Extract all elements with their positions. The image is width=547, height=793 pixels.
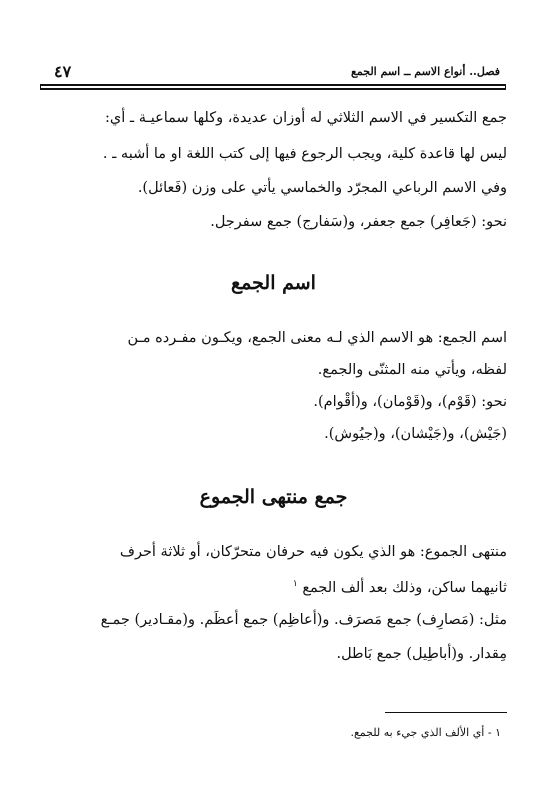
paragraph-line <box>293 574 507 598</box>
paragraph-line: منتهى الجموع: هو الذي يكون فيه حرفان متحرّكان، أو ثلاثة أحرف <box>119 544 507 560</box>
line-text: ثانيهما ساكن، وذلك بعد ألف الجمع <box>302 579 507 596</box>
paragraph-line: مِقدار. و(أباطِيل) جمع بَاطل. <box>336 646 507 662</box>
paragraph-line: ليس لها قاعدة كلية، ويجب الرجوع فيها إلى كتب اللغة او ما أشبه ـ . <box>102 146 507 162</box>
section-heading: اسم الجمع <box>231 272 316 294</box>
paragraph-line: اسم الجمع: هو الاسم الذي لـه معنى الجمع، ويكـون مفـرده مـن <box>127 330 507 346</box>
running-header <box>40 62 506 86</box>
paragraph-line: وفي الاسم الرباعي المجرّد والخماسي يأتي على وزن (فَعائل). <box>137 180 507 196</box>
paragraph-line: لفظه، ويأتي منه المثنّى والجمع. <box>317 362 507 378</box>
footnote-divider <box>385 712 507 713</box>
page-number: ٤٧ <box>54 62 72 81</box>
header-title: فصل.. أنواع الاسم ــ اسم الجمع <box>351 65 500 78</box>
paragraph-line: نحو: (قَوْم)، و(قَوْمان)، و(أقْوام). <box>313 394 507 410</box>
paragraph-line: (جَيْش)، و(جَيْشان)، و(جيُوش). <box>324 426 507 442</box>
paragraph-line: جمع التكسير في الاسم الثلاثي له أوزان عديدة، وكلها سماعيـة ـ أي: <box>104 110 507 126</box>
paragraph-line: نحو: (جَعافِر) جمع جعفر، و(سَفارج) جمع سفرجل. <box>210 214 507 230</box>
section-heading: جمع منتهى الجموع <box>199 486 348 508</box>
footnote: ١ - أي الألف الذي جيء به للجمع. <box>350 726 501 739</box>
footnote-marker: ١ <box>292 579 298 589</box>
paragraph-line: مثل: (مَصارِف) جمع مَصرَف. و(أعاظِم) جمع أعظَم. و(مقـادير) جمـع <box>100 612 507 628</box>
